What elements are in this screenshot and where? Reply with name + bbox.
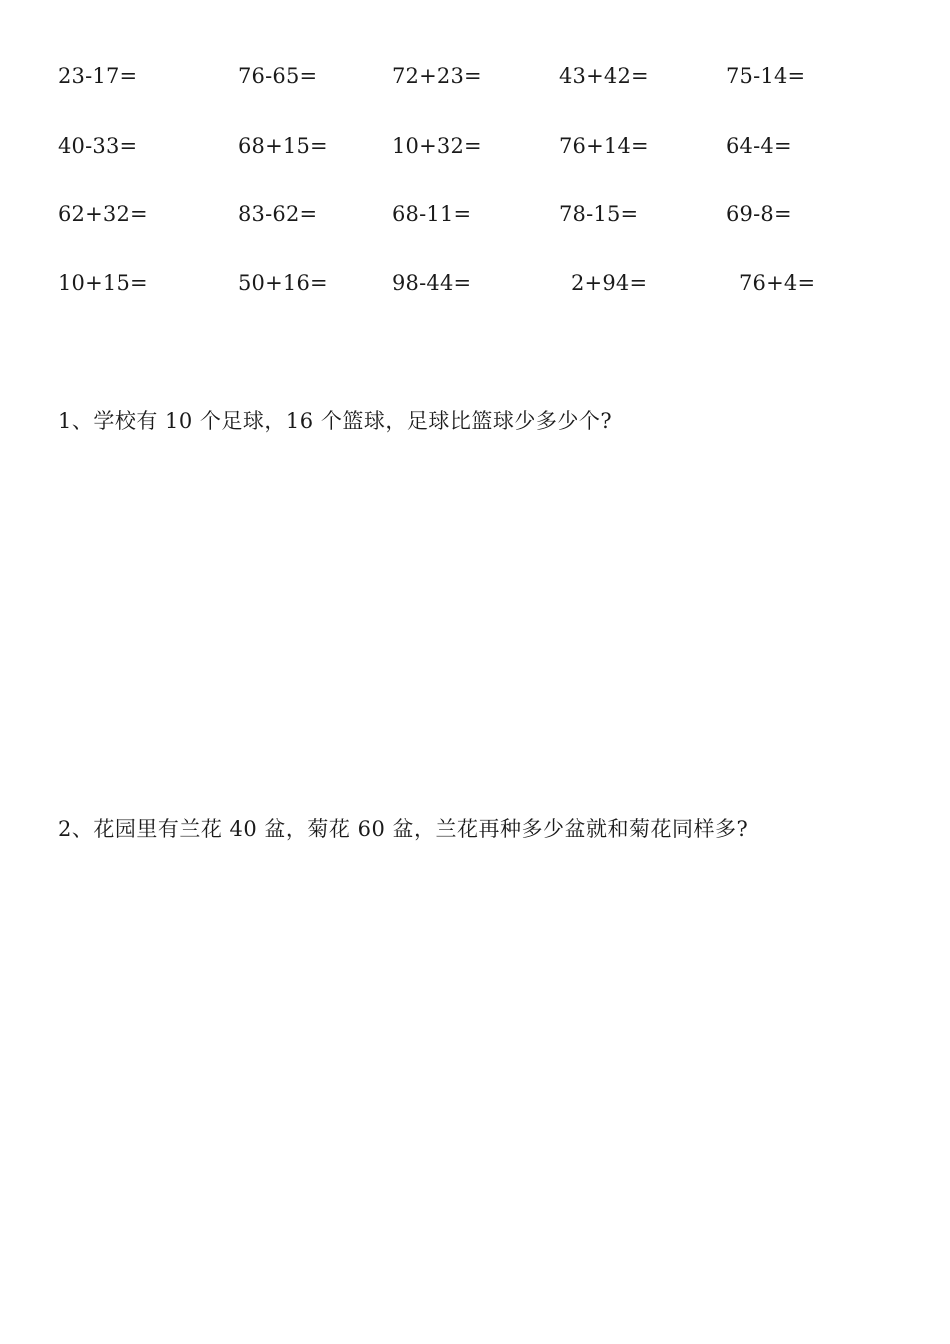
equation: 23-17=: [58, 64, 138, 88]
word-problem-1: 1、学校有 10 个足球，16 个篮球，足球比篮球少多少个?: [58, 409, 613, 433]
equation: 10+32=: [392, 134, 482, 158]
equation: 43+42=: [559, 64, 649, 88]
equation: 83-62=: [238, 202, 318, 226]
equation: 76-65=: [238, 64, 318, 88]
equation: 68+15=: [238, 134, 328, 158]
equation: 78-15=: [559, 202, 639, 226]
equation: 10+15=: [58, 271, 148, 295]
equation: 62+32=: [58, 202, 148, 226]
equation: 50+16=: [238, 271, 328, 295]
equation: 75-14=: [726, 64, 806, 88]
equation: 40-33=: [58, 134, 138, 158]
equation: 2+94=: [571, 271, 648, 295]
equation: 68-11=: [392, 202, 472, 226]
equation: 64-4=: [726, 134, 792, 158]
equation: 76+4=: [739, 271, 816, 295]
equation: 72+23=: [392, 64, 482, 88]
equation: 76+14=: [559, 134, 649, 158]
equation: 69-8=: [726, 202, 792, 226]
equation: 98-44=: [392, 271, 472, 295]
word-problem-2: 2、花园里有兰花 40 盆，菊花 60 盆，兰花再种多少盆就和菊花同样多?: [58, 817, 749, 841]
